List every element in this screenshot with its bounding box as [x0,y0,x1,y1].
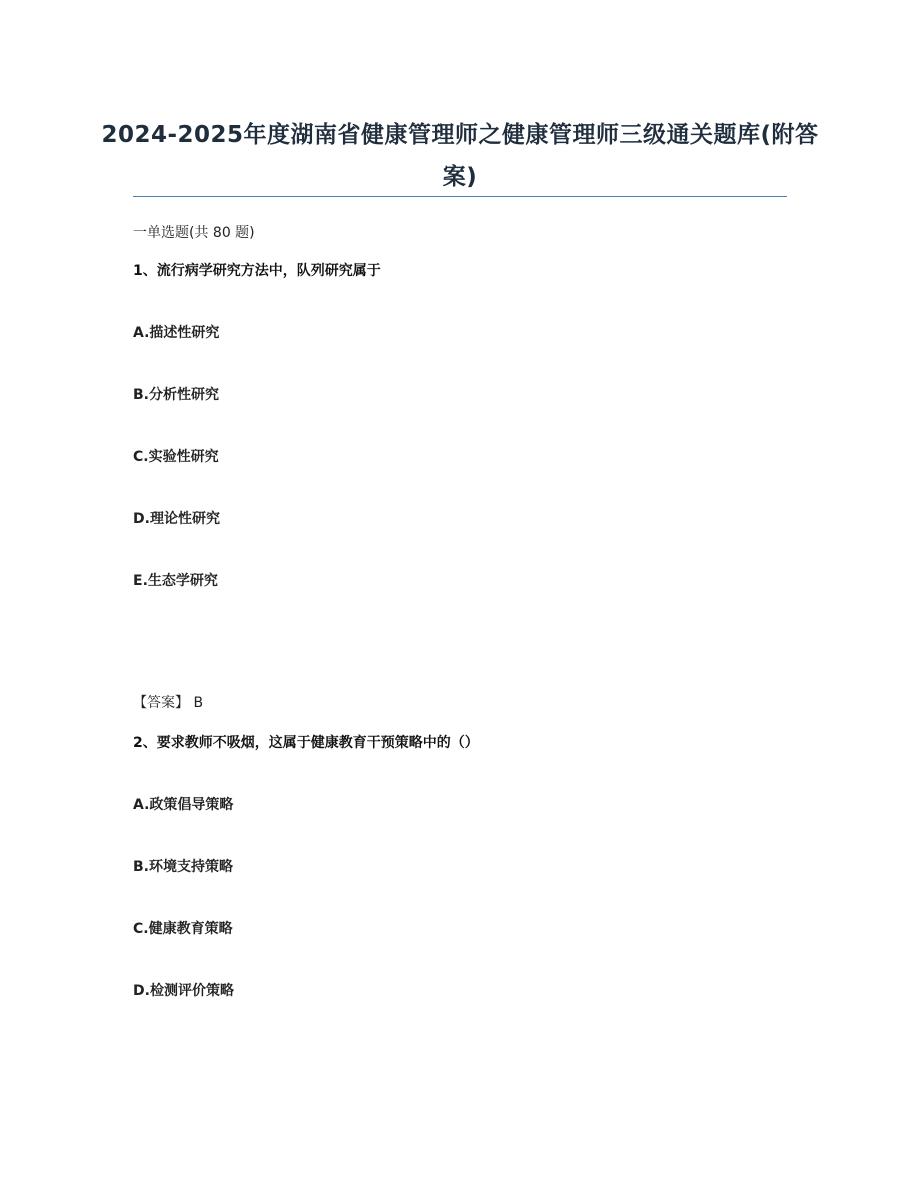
option-b: B.环境支持策略 [133,859,233,875]
option-c: C.健康教育策略 [133,921,233,937]
question-text: 2、要求教师不吸烟，这属于健康教育干预策略中的（） [133,735,479,751]
option-c: C.实验性研究 [133,449,219,465]
question-text: 1、流行病学研究方法中，队列研究属于 [133,263,381,279]
document-title: 2024-2025年度湖南省健康管理师之健康管理师三级通关题库(附答案) [101,122,819,190]
answer-label: 【答案】 B [133,695,204,711]
option-a: A.政策倡导策略 [133,797,234,813]
title-divider [133,196,787,197]
option-a: A.描述性研究 [133,325,220,341]
option-d: D.检测评价策略 [133,983,234,999]
section-heading: 一单选题(共 80 题) [133,225,255,241]
option-d: D.理论性研究 [133,511,220,527]
option-b: B.分析性研究 [133,387,219,403]
option-e: E.生态学研究 [133,573,218,589]
